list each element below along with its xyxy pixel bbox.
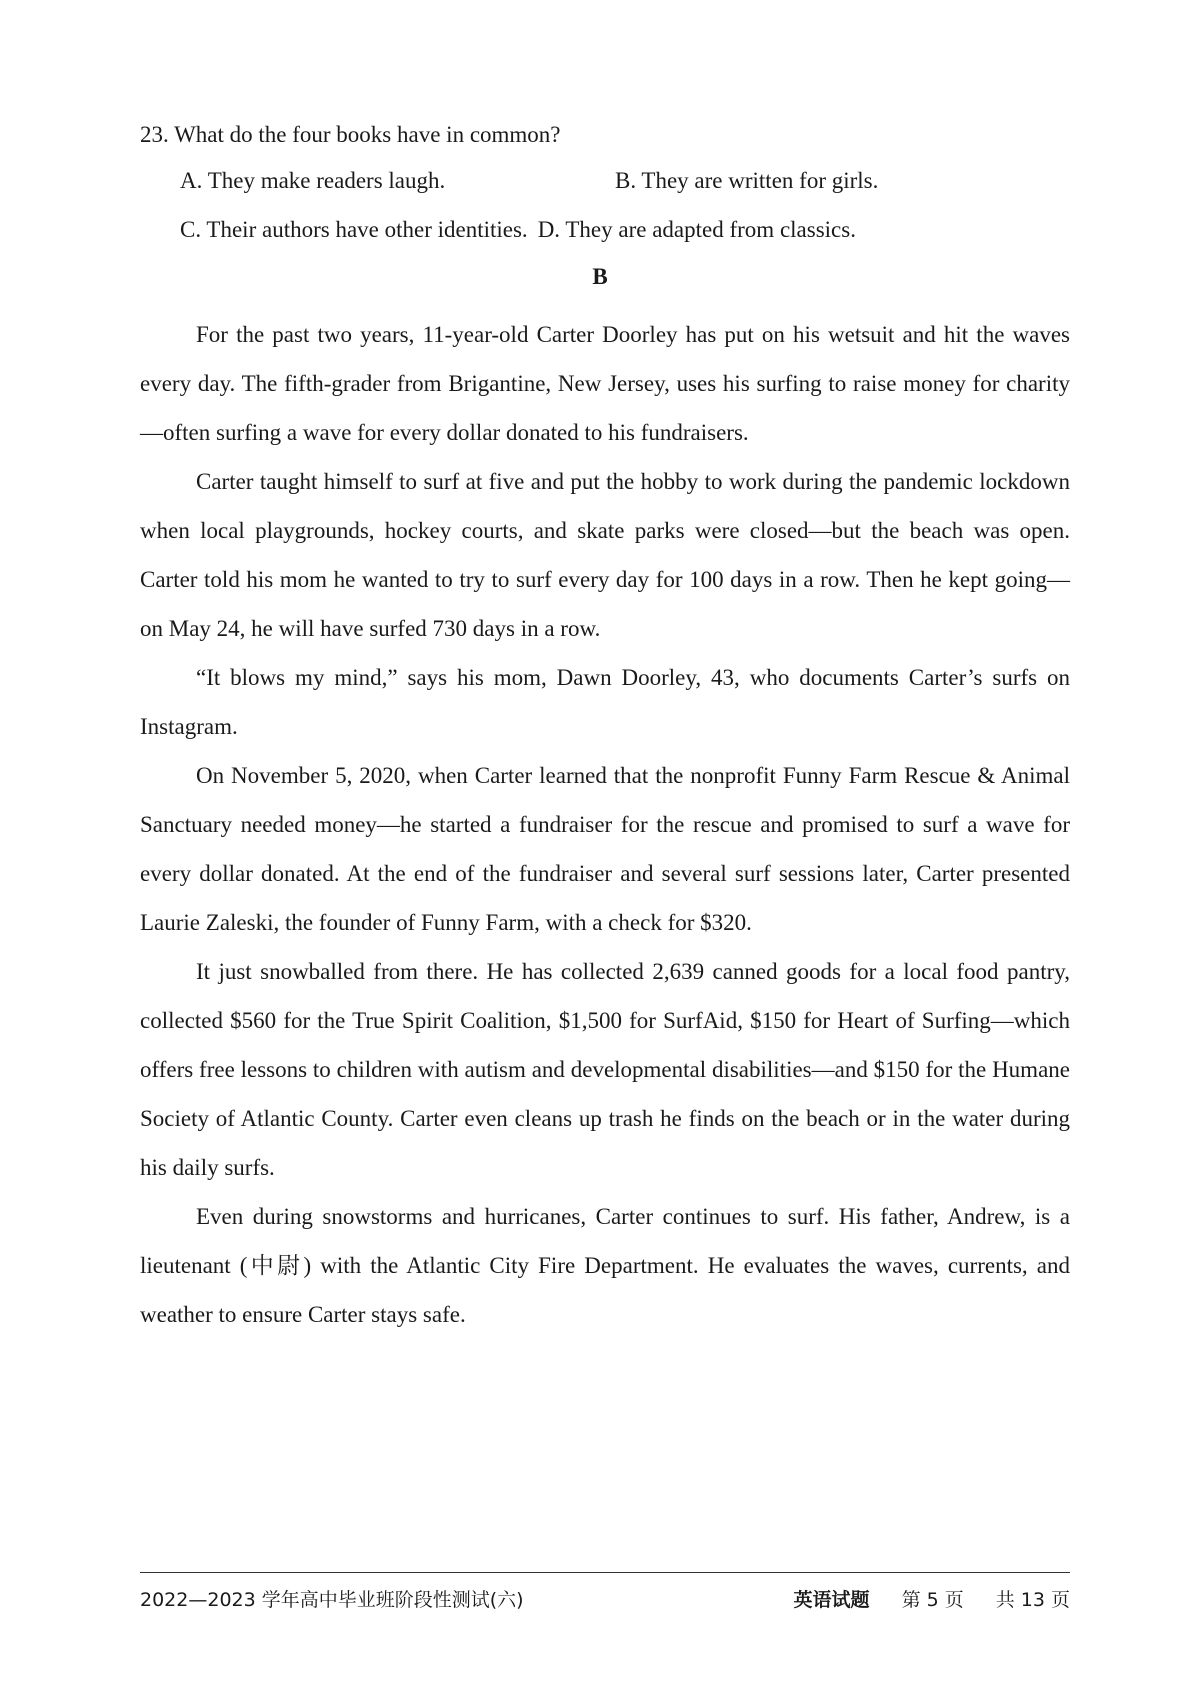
option-a: A. They make readers laugh. xyxy=(180,168,446,193)
page-total: 共 13 页 xyxy=(995,1589,1070,1611)
options-row-2 xyxy=(180,213,1080,247)
section-title: B xyxy=(592,264,608,289)
option-d: D. They are adapted from classics. xyxy=(537,217,856,242)
option-b: B. They are written for girls. xyxy=(615,168,879,193)
passage-paragraph: On November 5, 2020, when Carter learned that the nonprofit Funny Farm Rescue & Animal Sanctuary needed money—he started a fundraiser for the rescue and promised to surf a wave for every dollar donated. At the end of the fundraiser and several surf sessions later, Carter presented Laurie Zaleski, the founder of Funny Farm, with a check for $320. xyxy=(140,763,1070,935)
answer-options xyxy=(180,164,1080,247)
subject-label: 英语试题 xyxy=(793,1589,870,1611)
page-footer xyxy=(140,1585,1070,1612)
passage-paragraph: It just snowballed from there. He has collected 2,639 canned goods for a local food pantry, collected $560 for the True Spirit Coalition, $1,500 for SurfAid, $150 for Heart of Surfing—which offers free lessons to children with autism and developmental disabilities—and $150 for the Humane Society of Atlantic County. Carter even cleans up trash he finds on the beach or in the water during his daily surfs. xyxy=(140,959,1070,1180)
question-stem: 23. What do the four books have in common? xyxy=(140,122,561,147)
exam-title: 2022—2023 学年高中毕业班阶段性测试(六) xyxy=(140,1589,524,1611)
passage-paragraph: For the past two years, 11-year-old Carter Doorley has put on his wetsuit and hit the waves every day. The fifth-grader from Brigantine, New Jersey, uses his surfing to raise money for charity—often surfing a wave for every dollar donated to his fundraisers. xyxy=(140,322,1070,445)
passage-paragraph: “It blows my mind,” says his mom, Dawn Doorley, 43, who documents Carter’s surfs on Instagram. xyxy=(140,665,1070,739)
page-number: 第 5 页 xyxy=(901,1589,964,1611)
reading-passage xyxy=(140,310,1070,1339)
footer-right xyxy=(794,1585,1070,1612)
passage-paragraph: Even during snowstorms and hurricanes, Carter continues to surf. His father, Andrew, is a lieutenant (中尉) with the Atlantic City Fire Department. He evaluates the waves, currents, and weather to ensure Carter stays safe. xyxy=(140,1204,1070,1327)
option-c: C. Their authors have other identities. xyxy=(180,217,528,242)
question-23 xyxy=(140,118,1080,262)
passage-paragraph: Carter taught himself to surf at five and put the hobby to work during the pandemic lockdown when local playgrounds, hockey courts, and skate parks were closed—but the beach was open. Carter told his mom he wanted to try to surf every day for 100 days in a row. Then he kept going—on May 24, he will have surfed 730 days in a row. xyxy=(140,469,1070,641)
options-row-1 xyxy=(180,164,1080,198)
footer-divider xyxy=(140,1572,1070,1573)
